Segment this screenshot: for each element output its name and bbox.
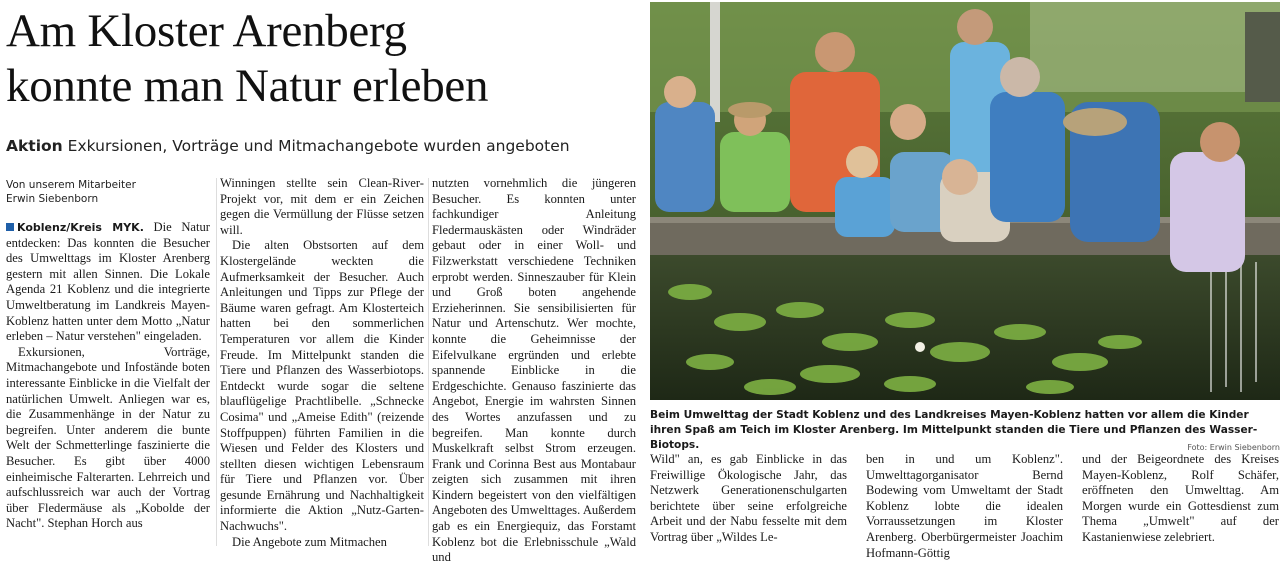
pond-photo-illustration — [650, 2, 1280, 400]
subhead-kicker: Aktion — [6, 137, 63, 155]
caption-text: Beim Umwelttag der Stadt Koblenz und des Landkreises Mayen-Koblenz hatten vor allem die Kinder ihren Spaß am Teich im Kloster Arenberg. Im Mittelpunkt standen die Tiere und Pflanzen des Wasser-Biotops. — [650, 409, 1258, 451]
article-column-1 — [6, 220, 210, 546]
article-column-5: ben in und um Koblenz". Umwelttagorganisator Bernd Bodewing vom Umweltamt der Stadt Koblenz lobte die idealen Vorraussetzungen im Kloster Arenberg. Oberbürgermeister Joachim Hofmann-Göttig — [866, 452, 1063, 560]
article-column-2 — [220, 176, 424, 549]
article-paragraph: Winningen stellte sein Clean-River-Projekt vor, mit dem er ein Zeichen gegen die Vermüllung der Flüsse setzen will. — [220, 176, 424, 237]
headline-line-2: konnte man Natur erleben — [6, 60, 489, 112]
author-line-1: Von unserem Mitarbeiter — [6, 179, 136, 191]
article-paragraph: Koblenz/Kreis MYK. Die Natur entdecken: Das konnten die Besucher des Umwelttags im Kloster Arenberg gestern mit allen Sinnen. Die Lokale Agenda 21 Koblenz und die integrierte Umweltberatung im Landkreis Mayen-Koblenz hatten unter dem Motto „Natur erleben – Natur verstehen" eingeladen. — [6, 220, 210, 344]
headline — [6, 4, 642, 114]
author-name: Erwin Siebenborn — [6, 193, 99, 205]
author-byline — [6, 178, 216, 206]
article-paragraph: nutzten vornehmlich die jüngeren Besucher. Es konnten unter fachkundiger Anleitung Fledermauskästen oder Windräder gebaut oder in einer Woll- und Filzwerkstatt verschiedene Techniken erprobt werden. Sinneszauber für Klein und Groß boten angehende Erzieherinnen. Sie sensibilisierten für Natur und Artenschutz. Wer mochte, konnte die Geheimnisse der Eifelvulkane ergründen und erlebte spannende Einblicke in die Erdgeschichte. Genauso faszinierte das Angebot, Energie im wahrsten Sinnen des Wortes anzufassen und zu begreifen. Man konnte durch Muskelkraft selbst Strom erzeugen. Frank und Corinna Best aus Montabaur zeigten sich zusammen mit ihren Kindern begeistert von den vielfältigen Angeboten des Umwelttages. Außerdem gab es ein Energiequiz, das Forstamt Koblenz bot die Erlebnisschule „Wald und — [432, 176, 636, 565]
subheadline — [6, 136, 646, 156]
column-divider — [428, 178, 429, 546]
headline-line-1: Am Kloster Arenberg — [6, 5, 407, 57]
article-column-6: und der Beigeordnete des Kreises Mayen-Koblenz, Rolf Schäfer, eröffneten den Umwelttag. Am Morgen wurde ein Gottesdienst zum Thema „Umwelt" auf der Kastanienwiese zelebriert. — [1082, 452, 1279, 544]
article-paragraph: Exkursionen, Vorträge, Mitmachangebote und Infostände boten interessante Einblicke in die Vielfalt der natürlichen Umwelt. Anliegen war es, die Zusammenhänge in der Natur zu begreifen. Unter anderem die bunte Welt der Schmetterlinge faszinierte die Besucher. Es gibt über 4000 einheimische Falterarten. Lehrreich und aufschlussreich war auch der Vortrag über Fledermäuse als „Kobolde der Nacht". Stephan Horch aus — [6, 344, 210, 531]
dateline: Koblenz/Kreis MYK. — [6, 221, 144, 234]
article-column-3 — [432, 176, 636, 565]
photo-credit: Foto: Erwin Siebenborn — [1187, 443, 1280, 452]
article-paragraph: Die Angebote zum Mitmachen — [232, 534, 387, 549]
column-divider — [216, 178, 217, 546]
dateline-square-icon — [6, 223, 14, 231]
photo-caption — [650, 408, 1280, 455]
article-photo — [650, 2, 1280, 400]
subhead-text: Exkursionen, Vorträge und Mitmachangebote wurden angeboten — [67, 137, 570, 155]
article-column-4: Wild" an, es gab Einblicke in das Freiwillige Ökologische Jahr, das Netzwerk Generationenschulgarten berichtete über seine erfolgreiche Arbeit und der Nabu fesselte mit dem Vortrag über „Wildes Le- — [650, 452, 847, 544]
article-paragraph: Die alten Obstsorten auf dem Klostergelände weckten die Aufmerksamkeit der Besucher. Auch Anleitungen und Tipps zur Pflege der Bäume waren gefragt. Am Klosterteich hatten bei den sommerlichen Temperaturen vor allem die Kinder Freude. Im Mittelpunkt standen die Tiere und Pflanzen des Wasserbiotops. Entdeckt wurde sogar die seltene blauflügelige Prachtlibelle. „Schnecke Cosima" und „Ameise Edith" (reizende Stoffpuppen) führten Familien in die Wiesen und Felder des Klosters und stellten diesen wichtigen Lebensraum für Tiere und Pflanzen vor. Über gesunde Ernährung und Nachhaltigkeit informierte die Aktion „Nutz-Garten-Nachwuchs". — [220, 238, 424, 534]
